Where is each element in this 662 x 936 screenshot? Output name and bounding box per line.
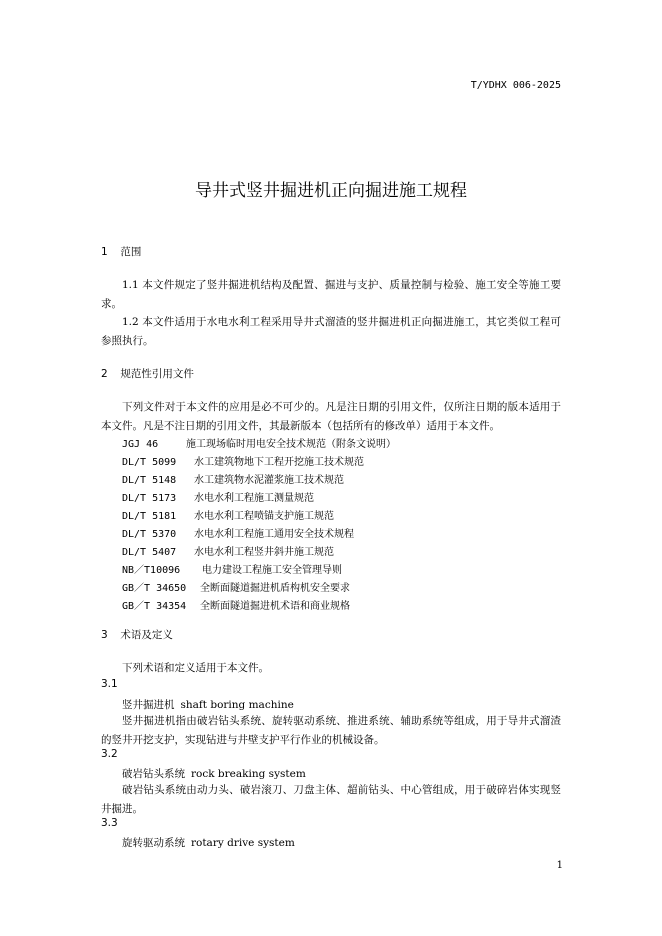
- page-number: 1: [556, 860, 563, 871]
- term-name-cn: 破岩钻头系统: [122, 768, 185, 780]
- reference-name: 水工建筑物地下工程开挖施工技术规范: [194, 457, 364, 468]
- reference-name: 水电水利工程喷锚支护施工规范: [194, 511, 334, 522]
- section-2-heading: [101, 366, 194, 381]
- reference-name: 全断面隧道掘进机盾构机安全要求: [200, 583, 350, 594]
- reference-item: [122, 435, 396, 450]
- section-3-heading: [101, 627, 173, 642]
- term-name-en: shaft boring machine: [180, 699, 294, 711]
- term-name-cn: 竖井掘进机: [122, 699, 175, 711]
- term-name: [122, 697, 294, 712]
- reference-item: [122, 561, 342, 576]
- term-name-en: rotary drive system: [191, 837, 295, 849]
- section-3-number: 3: [101, 629, 108, 641]
- term-definition: 破岩钻头系统由动力头、破岩滚刀、刀盘主体、超前钻头、中心管组成，用于破碎岩体实现竖井掘进。: [101, 784, 561, 815]
- reference-name: 水电水利工程施工测量规范: [194, 493, 314, 504]
- term-name-en: rock breaking system: [191, 768, 306, 780]
- reference-item: [122, 525, 354, 540]
- reference-code: NB／T10096: [122, 565, 181, 576]
- section-1-title: 范围: [120, 246, 142, 258]
- reference-name: 水电水利工程竖井斜井施工规范: [194, 547, 334, 558]
- scope-paragraph-2: 1.2 本文件适用于水电水利工程采用导井式溜渣的竖井掘进机正向掘进施工，其它类似工程可参照执行。: [101, 316, 561, 347]
- reference-item: [122, 471, 344, 486]
- reference-code: DL/T 5407: [122, 547, 177, 558]
- reference-code: JGJ 46: [122, 439, 159, 450]
- reference-name: 全断面隧道掘进机术语和商业规格: [200, 601, 350, 612]
- standard-code: T/YDHX 006-2025: [470, 80, 561, 91]
- reference-name: 施工现场临时用电安全技术规范（附条文说明）: [186, 439, 396, 450]
- term-definition: 竖井掘进机指由破岩钻头系统、旋转驱动系统、推进系统、辅助系统等组成，用于导井式溜渣的竖井开挖支护，实现钻进与井壁支护平行作业的机械设备。: [101, 715, 561, 746]
- term-name-cn: 旋转驱动系统: [122, 837, 185, 849]
- document-title: 导井式竖井掘进机正向掘进施工规程: [195, 181, 467, 201]
- term-number: 3.2: [101, 748, 118, 760]
- reference-item: [122, 507, 334, 522]
- term-name: [122, 766, 306, 781]
- reference-code: DL/T 5181: [122, 511, 177, 522]
- section-2-title: 规范性引用文件: [120, 368, 194, 380]
- reference-code: DL/T 5173: [122, 493, 177, 504]
- term-number: 3.3: [101, 817, 118, 829]
- reference-name: 电力建设工程施工安全管理导则: [202, 565, 342, 576]
- term-name: [122, 835, 295, 850]
- section-1-heading: [101, 244, 141, 259]
- reference-item: [122, 579, 350, 594]
- reference-item: [122, 453, 364, 468]
- normative-intro: 下列文件对于本文件的应用是必不可少的。凡是注日期的引用文件，仅所注日期的版本适用于本文件。凡是不注日期的引用文件，其最新版本（包括所有的修改单）适用于本文件。: [101, 401, 561, 432]
- section-1-number: 1: [101, 246, 108, 258]
- reference-code: DL/T 5370: [122, 529, 177, 540]
- reference-item: [122, 543, 334, 558]
- reference-name: 水电水利工程施工通用安全技术规程: [194, 529, 354, 540]
- term-number: 3.1: [101, 678, 118, 690]
- reference-code: DL/T 5099: [122, 457, 177, 468]
- section-3-title: 术语及定义: [120, 629, 173, 641]
- terms-intro: 下列术语和定义适用于本文件。: [122, 662, 269, 674]
- reference-item: [122, 597, 350, 612]
- scope-paragraph-1: 1.1 本文件规定了竖井掘进机结构及配置、掘进与支护、质量控制与检验、施工安全等施工要求。: [101, 279, 561, 310]
- reference-code: DL/T 5148: [122, 475, 177, 486]
- reference-code: GB／T 34354: [122, 601, 187, 612]
- section-2-number: 2: [101, 368, 108, 380]
- reference-name: 水工建筑物水泥灌浆施工技术规范: [194, 475, 344, 486]
- reference-code: GB／T 34650: [122, 583, 187, 594]
- reference-item: [122, 489, 314, 504]
